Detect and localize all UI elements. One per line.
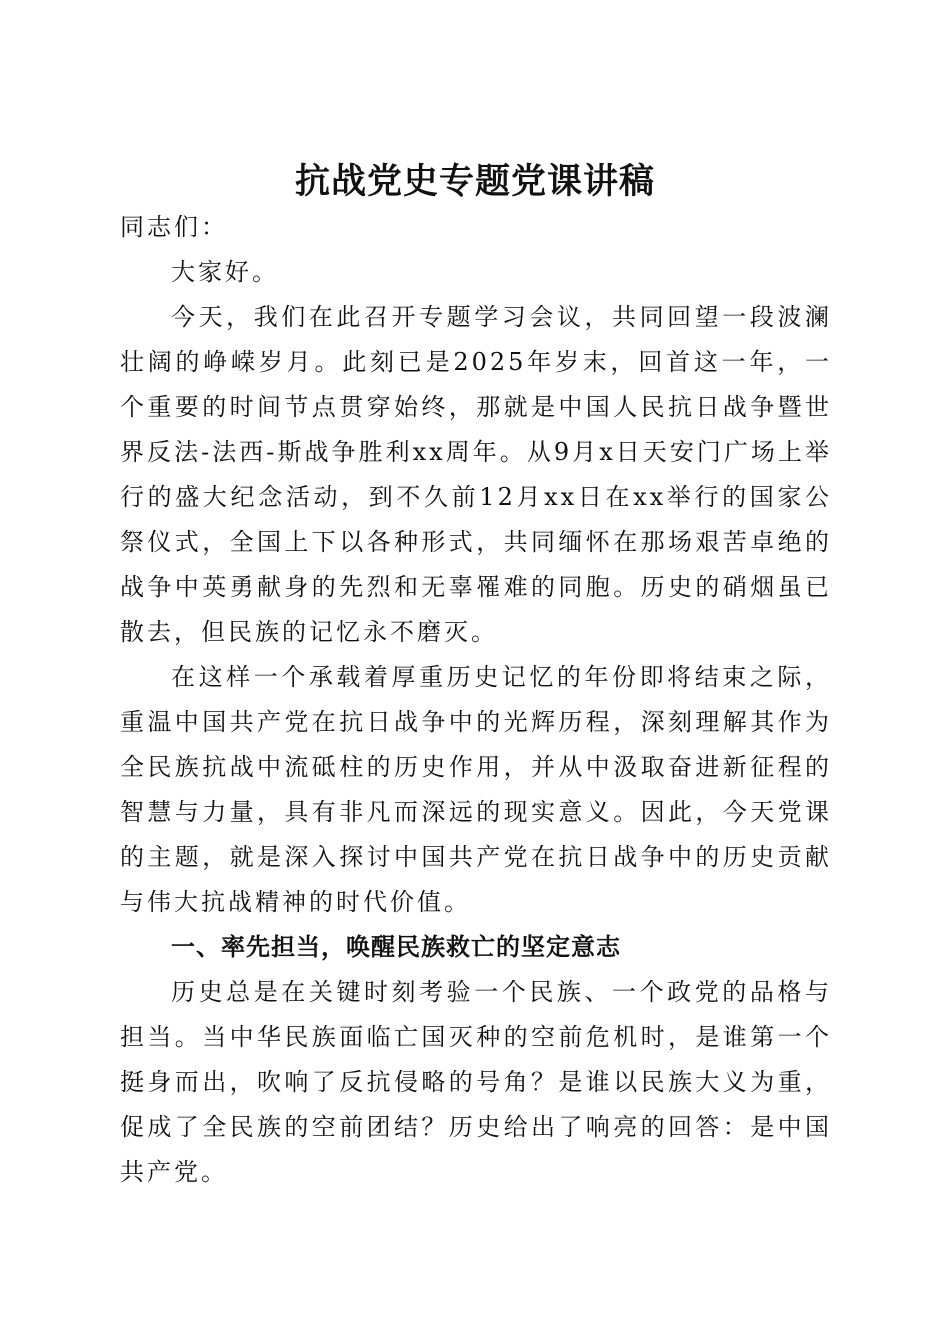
- salutation: 同志们：: [120, 213, 228, 241]
- document-title: 抗战党史专题党课讲稿: [294, 161, 655, 203]
- section-paragraph: 历史总是在关键时刻考验一个民族、一个政党的品格与担当。当中华民族面临亡国灭种的空前危机时，是谁第一个挺身而出，吹响了反抗侵略的号角？是谁以民族大义为重，促成了全民族的空前团结？历史给出了响亮的回答：是中国共产党。: [120, 978, 832, 1186]
- body-paragraph: 今天，我们在此召开专题学习会议，共同回望一段波澜壮阔的峥嵘岁月。此刻已是2025年岁末，回首这一年，一个重要的时间节点贯穿始终，那就是中国人民抗日战争暨世界反法-法西-斯战争胜利xx周年。从9月x日天安门广场上举行的盛大纪念活动，到不久前12月xx日在xx举行的国家公祭仪式，全国上下以各种形式，共同缅怀在那场艰苦卓绝的战争中英勇献身的先烈和无辜罹难的同胞。历史的硝烟虽已散去，但民族的记忆永不磨灭。: [120, 303, 832, 646]
- section-heading: 一、率先担当，唤醒民族救亡的坚定意志: [171, 933, 621, 961]
- document-body: [120, 205, 832, 1195]
- greeting: 大家好。: [171, 258, 279, 286]
- body-paragraph: 在这样一个承载着厚重历史记忆的年份即将结束之际，重温中国共产党在抗日战争中的光辉历程，深刻理解其作为全民族抗战中流砥柱的历史作用，并从中汲取奋进新征程的智慧与力量，具有非凡而深远的现实意义。因此，今天党课的主题，就是深入探讨中国共产党在抗日战争中的历史贡献与伟大抗战精神的时代价值。: [120, 663, 832, 916]
